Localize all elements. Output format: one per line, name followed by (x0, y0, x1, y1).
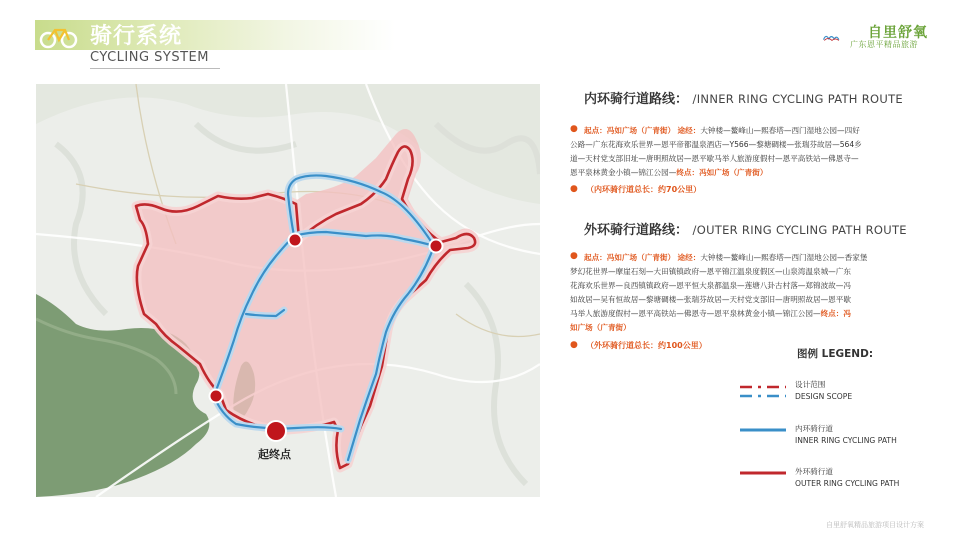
bullet-icon: ● (570, 184, 578, 194)
outer-end-value: 冯 (843, 309, 851, 318)
outer-ring-total: （外环骑行道总长：约100公里） (586, 341, 707, 350)
outer-ring-title-en: /OUTER RING CYCLING PATH ROUTE (692, 223, 907, 237)
inner-via-key: 途经： (677, 126, 701, 135)
legend-label-en: INNER RING CYCLING PATH (795, 436, 897, 445)
outer-route-line: 梦幻花世界—摩崖石刻—大田镇镇政府—恩平锦江温泉度假区—山泉湾温泉城—广东 (570, 267, 851, 276)
inner-route-line: 大钟楼—鳌峰山—熙春塔—西门湿地公园—四好 (700, 126, 860, 135)
outer-via-key: 途经： (677, 253, 701, 262)
page-title: 骑行系统 (90, 24, 183, 49)
legend-label-cn: 外环骑行道 (795, 467, 833, 476)
title-divider (90, 68, 220, 69)
waypoint-marker (209, 389, 224, 404)
page-subtitle: CYCLING SYSTEM (90, 50, 209, 65)
bicycle-icon (38, 22, 80, 50)
waypoint-marker (288, 233, 303, 248)
inner-route-line: 恩平泉林黄金小镇—锦江公园— (570, 168, 677, 177)
outer-end-value: 如广场（广青街） (570, 323, 631, 332)
inner-start-key: 起点： (584, 126, 607, 135)
outer-ring-swatch (740, 470, 786, 476)
bullet-icon: ● (570, 340, 578, 350)
outer-ring-route (570, 251, 932, 335)
bullet-icon: ● (570, 124, 578, 134)
design-scope-swatch (740, 382, 786, 402)
inner-ring-title-en: /INNER RING CYCLING PATH ROUTE (692, 92, 903, 106)
outer-route-line: 如故居—吴有恒故居—黎塘碉楼—张瑞芬故居—天村党支部旧—唐明照故居—恩平歇 (570, 295, 851, 304)
outer-start-value: 冯如广场（广青街） (606, 253, 676, 262)
waypoint-marker (429, 239, 444, 254)
inner-end-key: 终点： (676, 168, 700, 177)
bullet-icon: ● (570, 251, 578, 261)
outer-route-line: 马举人旅游度假村—恩平高铁站—佛恩寺—恩平泉林黄金小镇—锦江公园— (570, 309, 821, 318)
inner-end-value: 冯如广场（广青街） (699, 168, 768, 177)
legend-title: 图例 LEGEND: (797, 348, 874, 360)
inner-ring-swatch (740, 427, 786, 433)
outer-ring-heading (584, 219, 907, 238)
inner-ring-route (570, 124, 932, 180)
brand-tagline: 广东恩平精品旅游 (850, 40, 918, 49)
legend-label-cn: 内环骑行道 (795, 424, 833, 433)
inner-ring-heading (584, 88, 903, 107)
inner-ring-total: （内环骑行道总长：约70公里） (586, 185, 702, 194)
footer-caption: 自里舒氧精品旅游项目设计方案 (826, 521, 924, 529)
legend-label-en: DESIGN SCOPE (795, 392, 853, 401)
legend-label-en: OUTER RING CYCLING PATH (795, 479, 900, 488)
start-end-label: 起终点 (258, 448, 291, 461)
title-bar (35, 20, 395, 50)
route-map (36, 84, 540, 497)
inner-start-value: 冯如广场（广青街） (606, 126, 676, 135)
inner-route-line: 道—天村党支部旧址—唐明照故居—恩平歇马举人旅游度假村—恩平高铁站—佛恩寺— (570, 154, 859, 163)
outer-ring-title-cn: 外环骑行道路线： (584, 223, 689, 238)
inner-ring-title-cn: 内环骑行道路线： (584, 92, 689, 107)
brand-name: 自里舒氧 (868, 25, 928, 41)
outer-start-key: 起点： (584, 253, 607, 262)
legend-label-cn: 设计范围 (795, 380, 826, 389)
start-end-marker (265, 420, 287, 442)
outer-end-key: 终点： (820, 309, 844, 318)
inner-route-line: 公路—广东花海欢乐世界—恩平帝都温泉酒店—Y566—黎塘碉楼—张瑞芬故居—564乡 (570, 140, 862, 149)
outer-route-line: 大钟楼—鳌峰山—熙春塔—西门湿地公园—香家堡 (700, 253, 868, 262)
header (0, 0, 960, 80)
outer-route-line: 花海欢乐世界—良西镇镇政府—恩平恒大泉都温泉—莲塘八卦古村落—郑锦波故—冯 (570, 281, 851, 290)
